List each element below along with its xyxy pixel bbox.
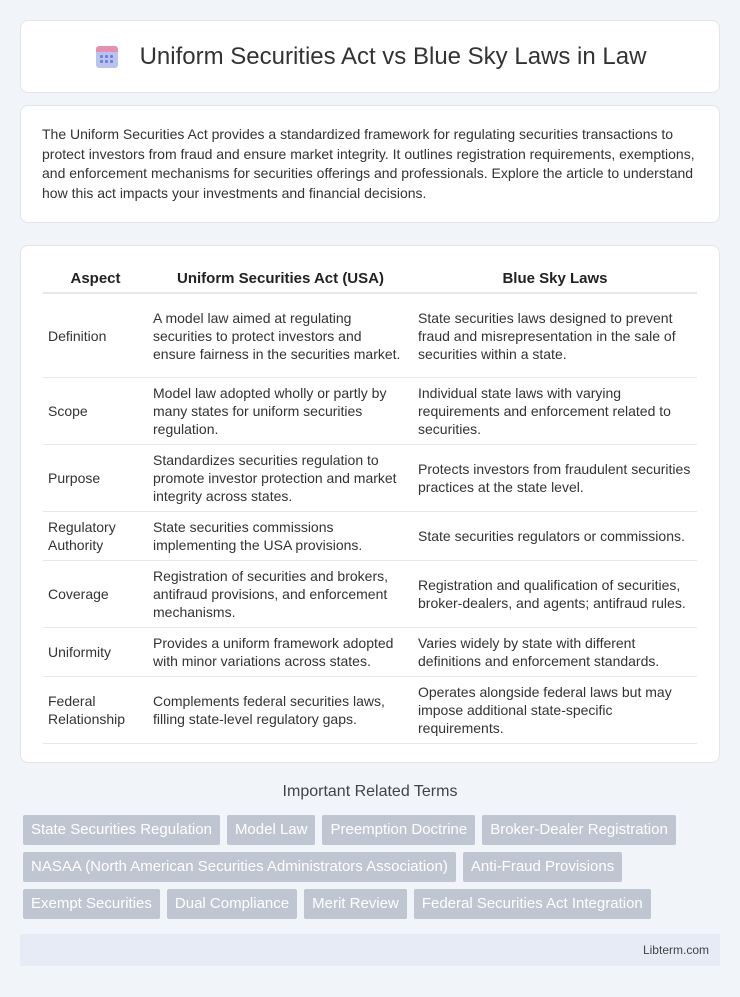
table-row [43,561,697,628]
table-row [43,512,697,561]
cell-aspect: Purpose [43,445,148,512]
footer-site-link[interactable]: Libterm.com [642,943,709,957]
cell-usa: Model law adopted wholly or partly by many states for uniform securities regulation. [148,378,413,445]
cell-usa: Provides a uniform framework adopted with minor variations across states. [148,628,413,677]
intro-text: The Uniform Securities Act provides a standardized framework for regulating securities transactions to protect investors from fraud and ensure market integrity. It outlines registration requirements, exemptions, and enforcement mechanisms for securities offerings and professionals. Explore the article to understand how this act impacts your investments and financial decisions. [42,126,695,201]
cell-usa: Standardizes securities regulation to promote investor protection and market integrity across states. [148,445,413,512]
related-term-tag[interactable]: Merit Review [304,889,407,919]
cell-blue-sky: Individual state laws with varying requirements and enforcement related to securities. [413,378,697,445]
table-row [43,294,697,378]
cell-usa: Complements federal securities laws, filling state-level regulatory gaps. [148,677,413,744]
intro-card [20,105,720,223]
cell-blue-sky: State securities regulators or commissions. [413,512,697,561]
related-term-tag[interactable]: Dual Compliance [167,889,297,919]
related-term-tag[interactable]: Federal Securities Act Integration [414,889,651,919]
related-term-tag[interactable]: Broker-Dealer Registration [482,815,676,845]
table-row [43,445,697,512]
related-term-tag[interactable]: State Securities Regulation [23,815,220,845]
footer [20,934,720,966]
header-card [20,20,720,93]
related-term-tag[interactable]: Anti-Fraud Provisions [463,852,622,882]
table-row [43,677,697,744]
cell-usa: Registration of securities and brokers, antifraud provisions, and enforcement mechanisms. [148,561,413,628]
table-row [43,628,697,677]
comparison-table [43,265,697,744]
calendar-icon [94,44,120,70]
column-header-blue-sky: Blue Sky Laws [413,265,697,294]
related-terms-heading: Important Related Terms [282,783,458,800]
cell-usa: A model law aimed at regulating securities to protect investors and ensure fairness in the securities market. [148,294,413,378]
column-header-aspect: Aspect [43,265,148,294]
cell-blue-sky: Registration and qualification of securities, broker-dealers, and agents; antifraud rules. [413,561,697,628]
cell-aspect: Scope [43,378,148,445]
cell-aspect: Definition [43,294,148,378]
cell-aspect: Regulatory Authority [43,512,148,561]
related-term-tag[interactable]: Exempt Securities [23,889,160,919]
comparison-table-card [20,245,720,763]
related-term-tag[interactable]: Model Law [227,815,316,845]
cell-blue-sky: Protects investors from fraudulent securities practices at the state level. [413,445,697,512]
page-title: Uniform Securities Act vs Blue Sky Laws in Law [139,42,647,70]
column-header-usa: Uniform Securities Act (USA) [148,265,413,294]
table-row [43,378,697,445]
cell-blue-sky: Varies widely by state with different definitions and enforcement standards. [413,628,697,677]
related-term-tag[interactable]: Preemption Doctrine [322,815,475,845]
cell-aspect: Uniformity [43,628,148,677]
cell-blue-sky: State securities laws designed to prevent fraud and misrepresentation in the sale of securities within a state. [413,294,697,378]
related-term-tag[interactable]: NASAA (North American Securities Administrators Association) [23,852,456,882]
cell-aspect: Coverage [43,561,148,628]
cell-blue-sky: Operates alongside federal laws but may impose additional state-specific requirements. [413,677,697,744]
related-terms-list [23,815,717,926]
cell-aspect: Federal Relationship [43,677,148,744]
cell-usa: State securities commissions implementing the USA provisions. [148,512,413,561]
